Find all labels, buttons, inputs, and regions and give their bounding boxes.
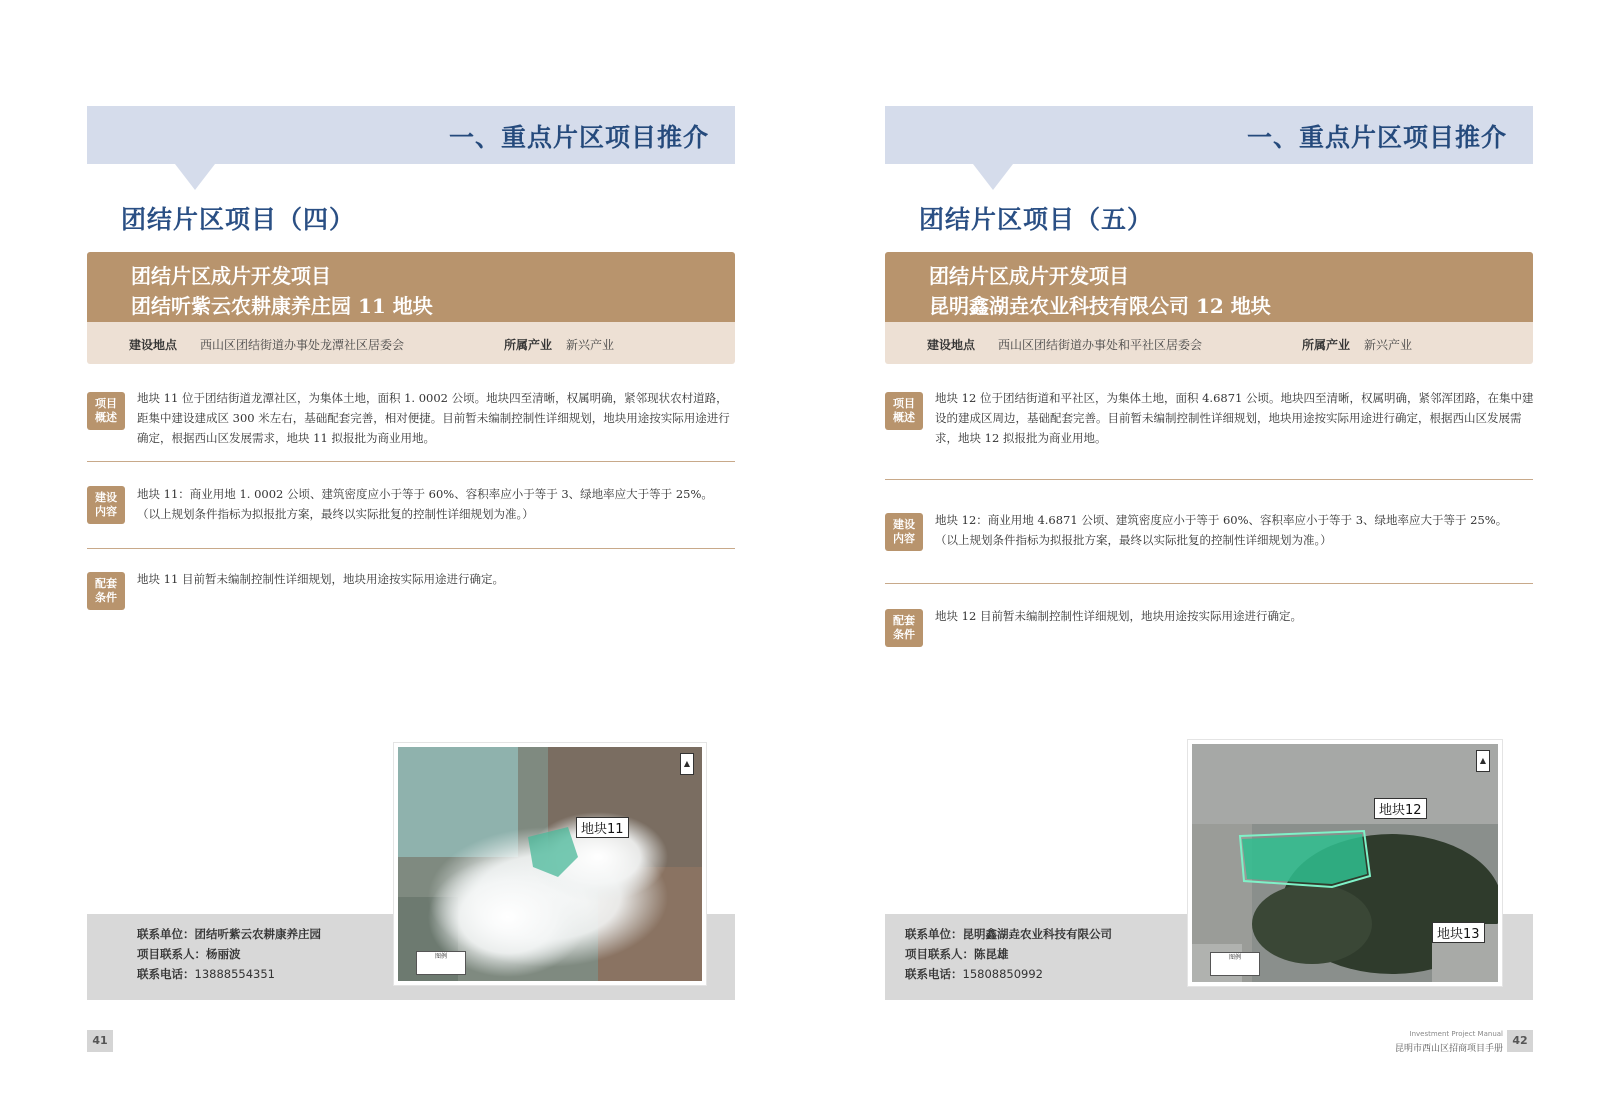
support-text: 地块 11 目前暂未编制控制性详细规划，地块用途按实际用途进行确定。 [137, 572, 504, 586]
page-number: 41 [87, 1030, 113, 1052]
content-text-line-2: （以上规划条件指标为拟报批方案，最终以实际批复的控制性详细规划为准。） [935, 533, 1332, 547]
section-banner [87, 106, 735, 164]
content-text-line-1: 地块 12：商业用地 4.6871 公顷、建筑密度应小于等于 60%、容积率应小于等于 3、绿地率应大于等于 25%。 [935, 513, 1508, 527]
industry-value: 新兴产业 [1364, 338, 1413, 352]
industry-value: 新兴产业 [566, 338, 615, 352]
info-bar [885, 322, 1533, 364]
contact-unit: 联系单位：昆明鑫湖垚农业科技有限公司 [905, 927, 1112, 941]
header-line-2: 昆明鑫湖垚农业科技有限公司 12 地块 [929, 294, 1271, 318]
project-title: 团结片区项目（五） [919, 205, 1154, 234]
support-text: 地块 12 目前暂未编制控制性详细规划，地块用途按实际用途进行确定。 [935, 609, 1302, 623]
banner-pointer [175, 164, 215, 190]
industry-label: 所属产业 [1302, 338, 1351, 352]
location-value: 西山区团结街道办事处龙潭社区居委会 [200, 338, 405, 352]
support-icon: 配套 条件 [87, 572, 125, 610]
contact-person: 项目联系人：陈昆雄 [905, 947, 1009, 961]
header-line-1: 团结片区成片开发项目 [929, 264, 1129, 288]
location-label: 建设地点 [129, 338, 178, 352]
section-title: 一、重点片区项目推介 [1246, 123, 1507, 152]
info-bar [87, 322, 735, 364]
project-header [87, 252, 735, 322]
banner-pointer [973, 164, 1013, 190]
section-banner [885, 106, 1533, 164]
satellite-map [1188, 740, 1502, 986]
footer-chinese: 昆明市西山区招商项目手册 [1394, 1044, 1503, 1054]
industry-label: 所属产业 [504, 338, 553, 352]
page-right [885, 0, 1545, 1100]
plot-label-2: 地块13 [1432, 922, 1485, 943]
divider [885, 479, 1533, 480]
header-line-1: 团结片区成片开发项目 [131, 264, 331, 288]
divider [885, 583, 1533, 584]
map-legend: 图例 [1210, 952, 1260, 976]
contact-phone: 联系电话：13888554351 [137, 967, 275, 981]
header-line-2: 团结听紫云农耕康养庄园 11 地块 [131, 294, 433, 318]
project-header [885, 252, 1533, 322]
north-arrow-icon: ▲ [1476, 750, 1490, 772]
content-icon: 建设 内容 [87, 486, 125, 524]
map-legend: 图例 [416, 951, 466, 975]
project-title: 团结片区项目（四） [121, 205, 356, 234]
location-value: 西山区团结街道办事处和平社区居委会 [998, 338, 1203, 352]
content-text-line-1: 地块 11：商业用地 1. 0002 公顷、建筑密度应小于等于 60%、容积率应小于等于 3、绿地率应大于等于 25%。 [137, 487, 713, 501]
north-arrow-icon: ▲ [680, 753, 694, 775]
overview-icon: 项目 概述 [885, 392, 923, 430]
content-icon: 建设 内容 [885, 513, 923, 551]
overview-text: 地块 12 位于团结街道和平社区，为集体土地，面积 4.6871 公顷。地块四至清晰，权属明确，紧邻浑团路，在集中建设的建成区周边，基础配套完善。目前暂未编制控制性详细规划，地块用途按实际用途进行确定，根据西山区发展需求，地块 12 拟报批为商业用地。 [935, 391, 1534, 445]
satellite-image [398, 747, 702, 981]
overview-text: 地块 11 位于团结街道龙潭社区，为集体土地，面积 1. 0002 公顷。地块四至清晰，权属明确，紧邻现状农村道路，距集中建设建成区 300 米左右，基础配套完善，相对便捷。目前暂未编制控制性详细规划，地块用途按实际用途进行确定，根据西山区发展需求，地块 11 拟报批为商业用地。 [137, 391, 730, 445]
contact-person: 项目联系人：杨丽波 [137, 947, 241, 961]
location-label: 建设地点 [927, 338, 976, 352]
page-left [87, 0, 747, 1100]
plot-label: 地块11 [576, 817, 629, 838]
overview-icon: 项目 概述 [87, 392, 125, 430]
content-text [137, 484, 737, 524]
satellite-map [394, 743, 706, 985]
content-text-line-2: （以上规划条件指标为拟报批方案，最终以实际批复的控制性详细规划为准。） [137, 507, 534, 521]
content-text [935, 510, 1535, 550]
support-icon: 配套 条件 [885, 609, 923, 647]
footer-english: Investment Project Manual [1409, 1030, 1503, 1038]
divider [87, 548, 735, 549]
page-number: 42 [1507, 1030, 1533, 1052]
divider [87, 461, 735, 462]
section-title: 一、重点片区项目推介 [448, 123, 709, 152]
plot-label: 地块12 [1374, 798, 1427, 819]
contact-phone: 联系电话：15808850992 [905, 967, 1043, 981]
satellite-image [1192, 744, 1498, 982]
contact-unit: 联系单位：团结听紫云农耕康养庄园 [137, 927, 321, 941]
